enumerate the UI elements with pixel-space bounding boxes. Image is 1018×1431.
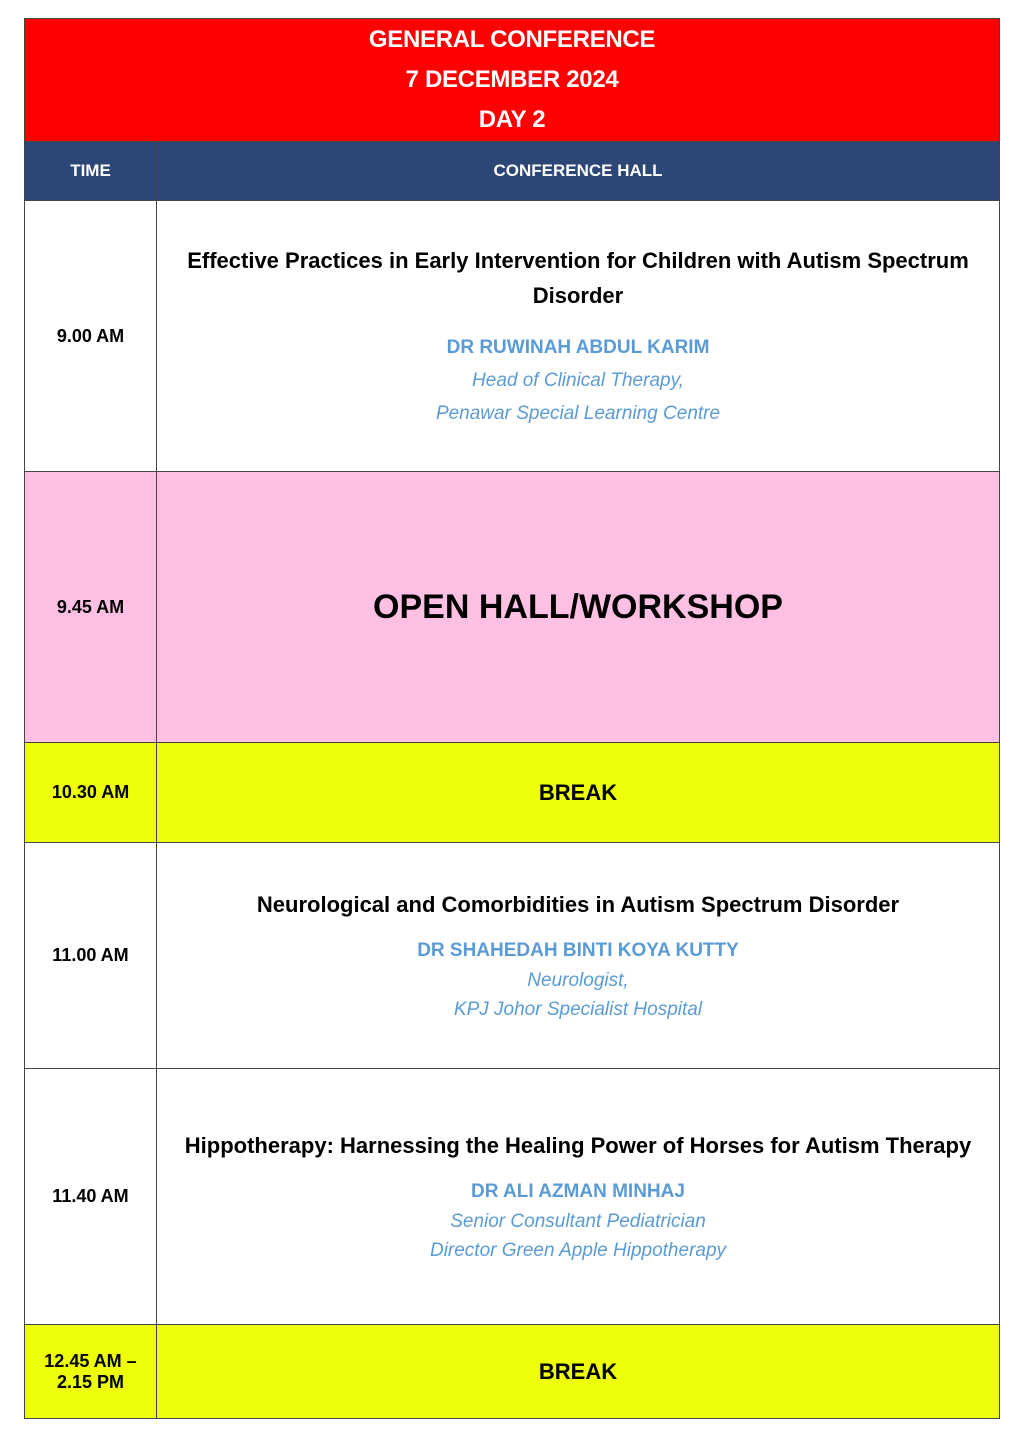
session-title: Neurological and Comorbidities in Autism Spectrum Disorder [256, 892, 900, 917]
hall-column-header: CONFERENCE HALL [157, 142, 1000, 201]
session-details [157, 1069, 1000, 1325]
break-label: BREAK [157, 1325, 1000, 1419]
break-row [25, 743, 1000, 843]
speaker-role: Head of Clinical Therapy, [472, 369, 684, 391]
session-time-end: 2.15 PM [56, 1371, 125, 1392]
session-row [25, 201, 1000, 472]
session-time: 9.00 AM [25, 201, 157, 472]
title-line-2: 7 DECEMBER 2024 [405, 66, 619, 93]
session-time: 9.45 AM [25, 472, 157, 743]
session-time: 10.30 AM [25, 743, 157, 843]
session-row [25, 843, 1000, 1069]
title-line-1: GENERAL CONFERENCE [368, 26, 656, 53]
speaker-role: Neurologist, [527, 970, 629, 991]
speaker-name: DR ALI AZMAN MINHAJ [471, 1181, 685, 1202]
schedule-title [25, 19, 1000, 142]
title-row [25, 19, 1000, 142]
session-details [157, 201, 1000, 472]
title-line-3: DAY 2 [478, 106, 546, 133]
speaker-role: Senior Consultant Pediatrician [450, 1211, 706, 1232]
session-time: 11.40 AM [25, 1069, 157, 1325]
speaker-name: DR SHAHEDAH BINTI KOYA KUTTY [417, 940, 739, 961]
conference-schedule [24, 18, 999, 1419]
speaker-name: DR RUWINAH ABDUL KARIM [446, 336, 710, 358]
break-row [25, 1325, 1000, 1419]
session-time [25, 1325, 157, 1419]
speaker-affiliation: KPJ Johor Specialist Hospital [453, 999, 703, 1020]
session-time-start: 12.45 AM – [44, 1350, 137, 1371]
session-row [25, 1069, 1000, 1325]
speaker-affiliation: Penawar Special Learning Centre [435, 402, 721, 424]
schedule-table [24, 18, 1000, 1419]
session-details [157, 843, 1000, 1069]
session-time: 11.00 AM [25, 843, 157, 1069]
session-title: Hippotherapy: Harnessing the Healing Power of Horses for Autism Therapy [184, 1133, 972, 1158]
workshop-row [25, 472, 1000, 743]
speaker-affiliation: Director Green Apple Hippotherapy [429, 1240, 727, 1261]
session-title: Effective Practices in Early Intervention for Children with Autism Spectrum Disorder [187, 247, 969, 308]
column-header-row [25, 142, 1000, 201]
break-label: BREAK [157, 743, 1000, 843]
time-column-header: TIME [25, 142, 157, 201]
workshop-label: OPEN HALL/WORKSHOP [157, 472, 1000, 743]
